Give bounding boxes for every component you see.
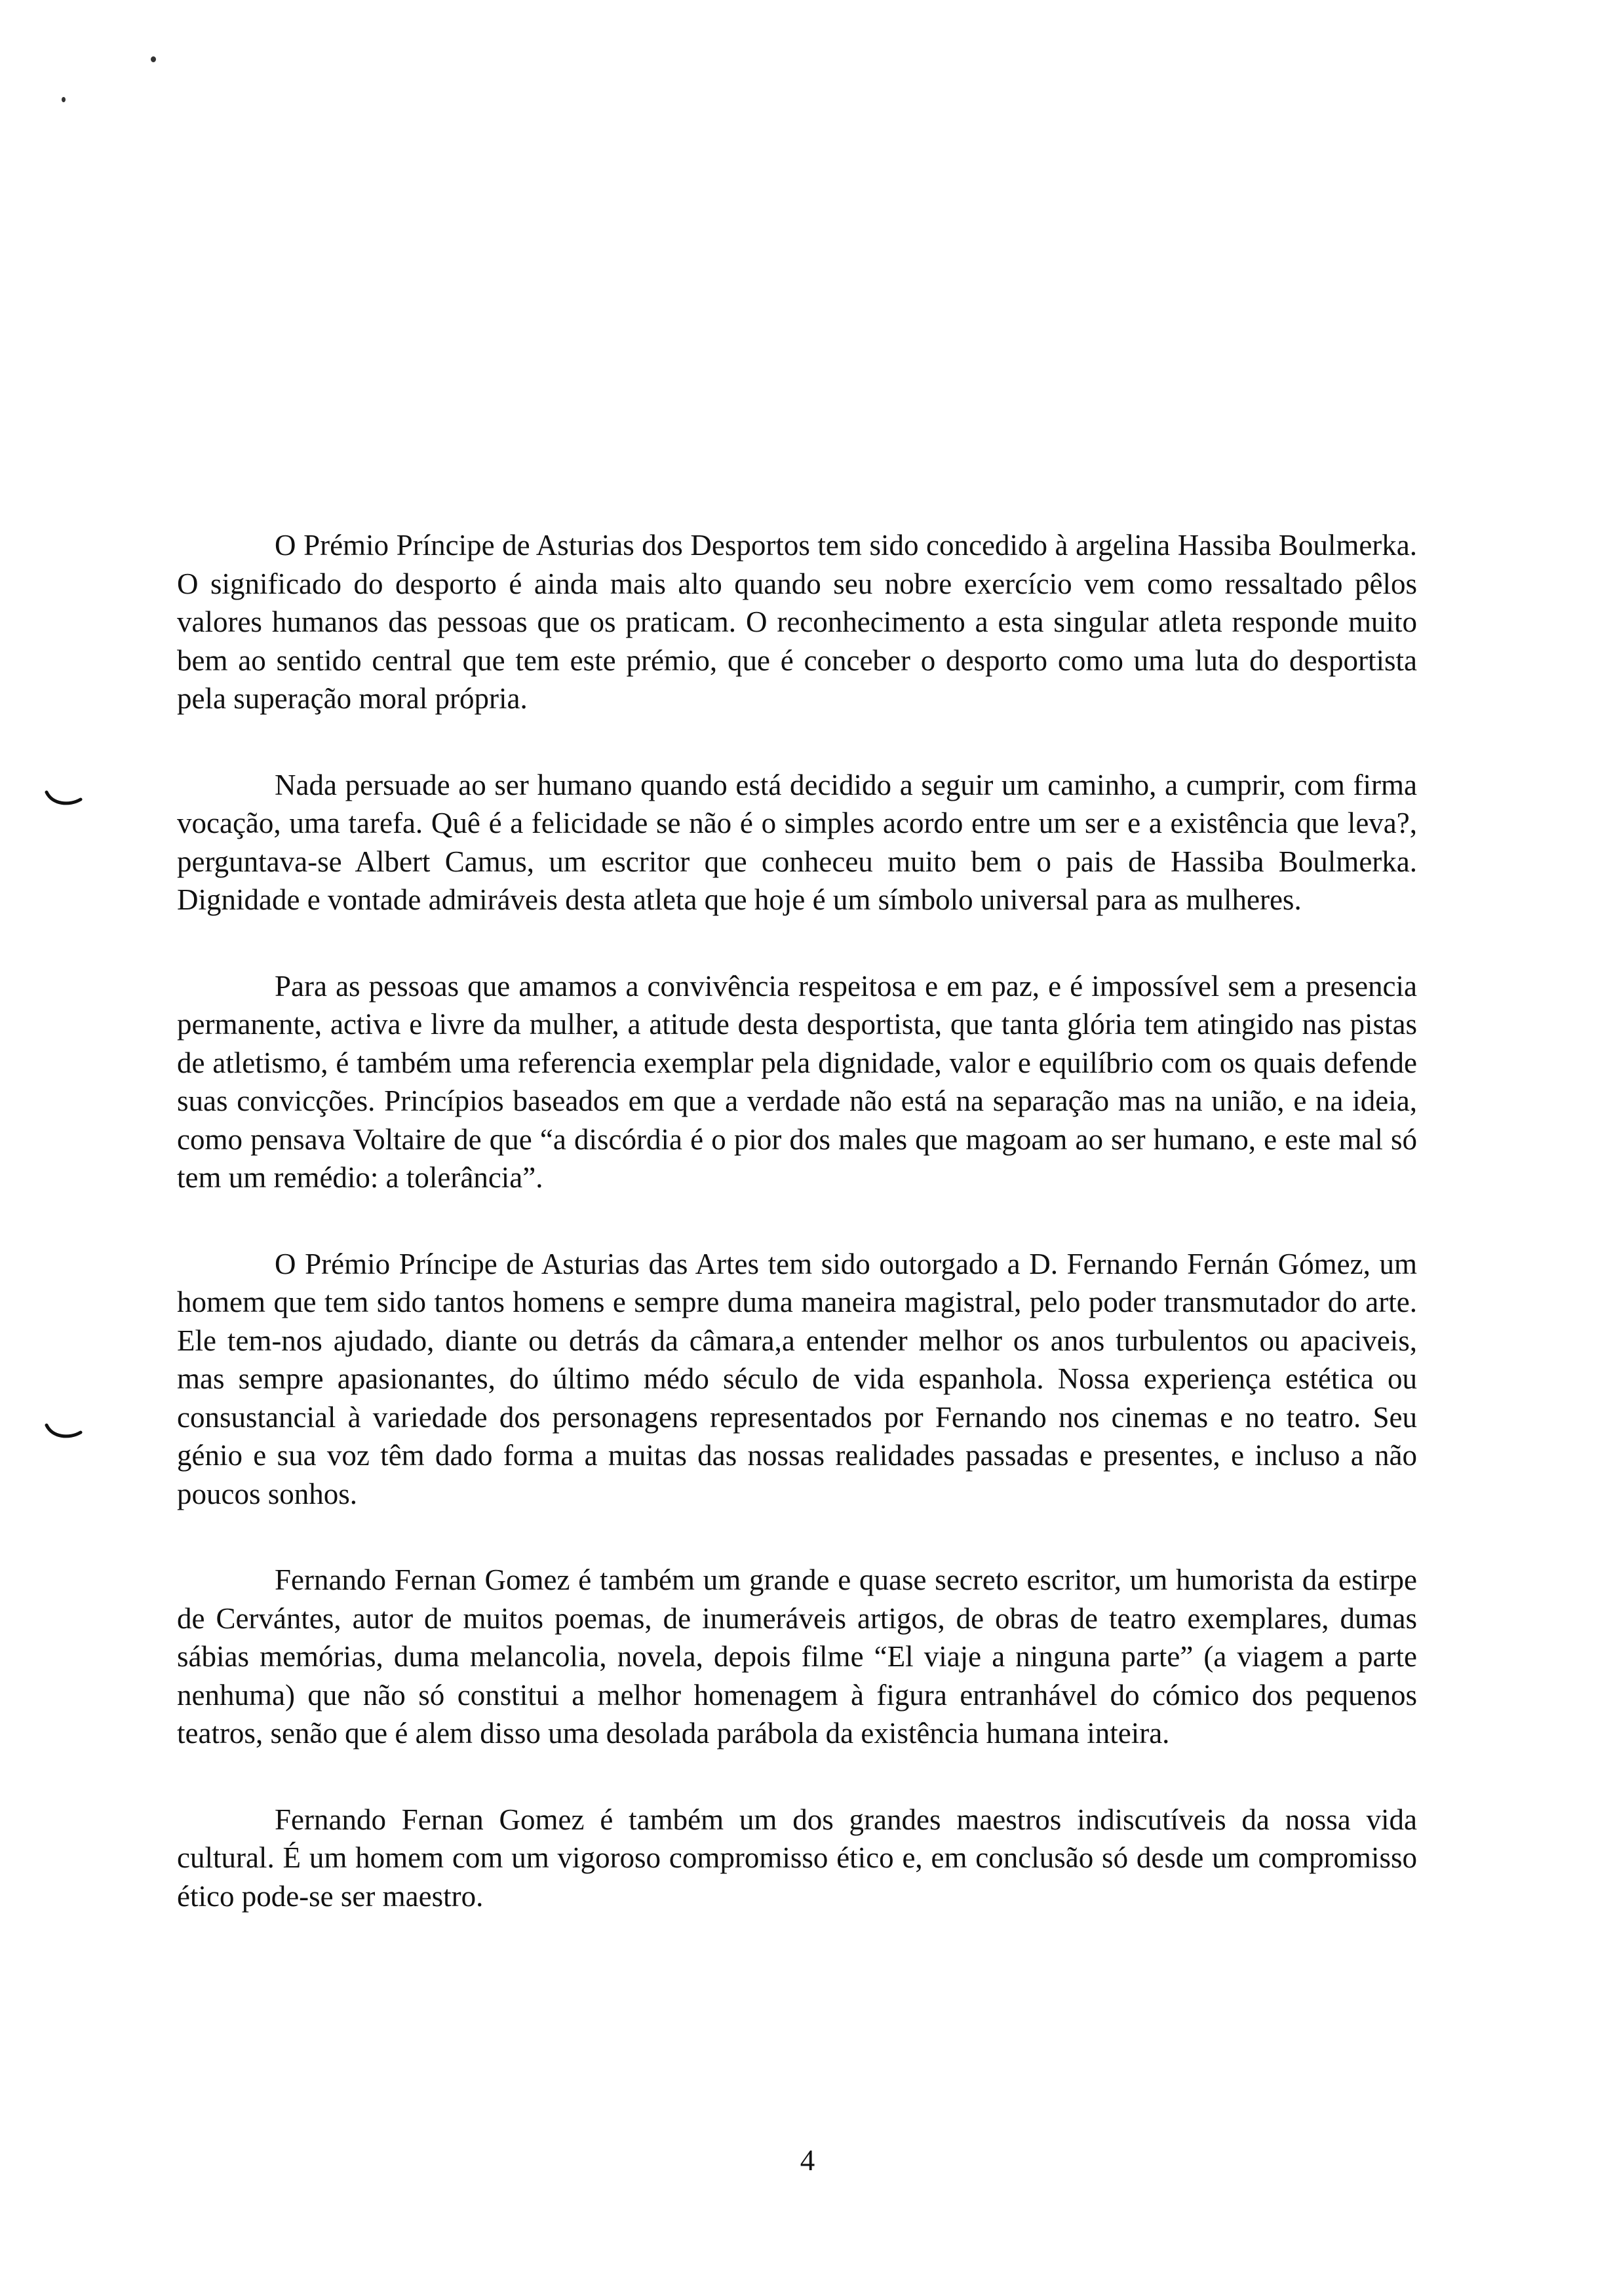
- scan-speck: [151, 56, 156, 62]
- paragraph-writer: Fernando Fernan Gomez é também um grande e quase secreto escritor, um humorista da estirpe de Cervántes, autor de muitos poemas, de inumeráveis artigos, de obras de teatro exemplares, dumas sábias memórias, duma melancolia, novela, depois filme “El viaje a ninguna parte” (a viagem a parte nenhuma) que não só constitui a melhor homenagem à figura entranhável do cómico dos pequenos teatros, senão que é alem disso uma desolada parábola da existência humana inteira.: [177, 1563, 1417, 1750]
- paragraph-tolerance: Para as pessoas que amamos a convivência respeitosa e em paz, e é impossível sem a presencia permanente, activa e livre da mulher, a atitude desta desportista, que tanta glória tem atingido nas pistas de atletismo, é também uma referencia exemplar pela dignidade, valor e equilíbrio com os quais defende suas convicções. Princípios baseados em que a verdade não está na separação mas na união, e na ideia, como pensava Voltaire de que “a discórdia é o pior dos males que magoam ao ser humano, e este mal só tem um remédio: a tolerância”.: [177, 969, 1417, 1194]
- hole-punch-mark-icon: [45, 1423, 83, 1440]
- paragraph-maestro: Fernando Fernan Gomez é também um dos grandes maestros indiscutíveis da nossa vida cultural. É um homem com um vigoroso compromisso ético e, em conclusão só desde um compromisso ético pode-se ser maestro.: [177, 1803, 1417, 1913]
- scan-speck: [62, 97, 66, 102]
- document-body: [177, 526, 1417, 1963]
- page-number: 4: [800, 2144, 815, 2177]
- paragraph-arts-prize: O Prémio Príncipe de Asturias das Artes tem sido outorgado a D. Fernando Fernán Gómez, um homem que tem sido tantos homens e sempre duma maneira magistral, pelo poder transmutador do arte. Ele tem-nos ajudado, diante ou detrás da câmara,a entender melhor os anos turbulentos ou apaciveis, mas sempre apasionantes, do último médo século de vida espanhola. Nossa experiença estética ou consustancial à variedade dos personagens representados por Fernando nos cinemas e no teatro. Seu génio e sua voz têm dado forma a muitas das nossas realidades passadas e presentes, e incluso a não poucos sonhos.: [177, 1247, 1417, 1510]
- hole-punch-mark-icon: [45, 790, 83, 807]
- paragraph-camus-quote: Nada persuade ao ser humano quando está decidido a seguir um caminho, a cumprir, com firma vocação, uma tarefa. Quê é a felicidade se não é o simples acordo entre um ser e a existência que leva?, perguntava-se Albert Camus, um escritor que conheceu muito bem o pais de Hassiba Boulmerka. Dignidade e vontade admiráveis desta atleta que hoje é um símbolo universal para as mulheres.: [177, 768, 1417, 916]
- paragraph-sports-prize: O Prémio Príncipe de Asturias dos Desportos tem sido concedido à argelina Hassiba Boulmerka. O significado do desporto é ainda mais alto quando seu nobre exercício vem como ressaltado pêlos valores humanos das pessoas que os praticam. O reconhecimento a esta singular atleta responde muito bem ao sentido central que tem este prémio, que é conceber o desporto como uma luta do desportista pela superação moral própria.: [177, 529, 1417, 715]
